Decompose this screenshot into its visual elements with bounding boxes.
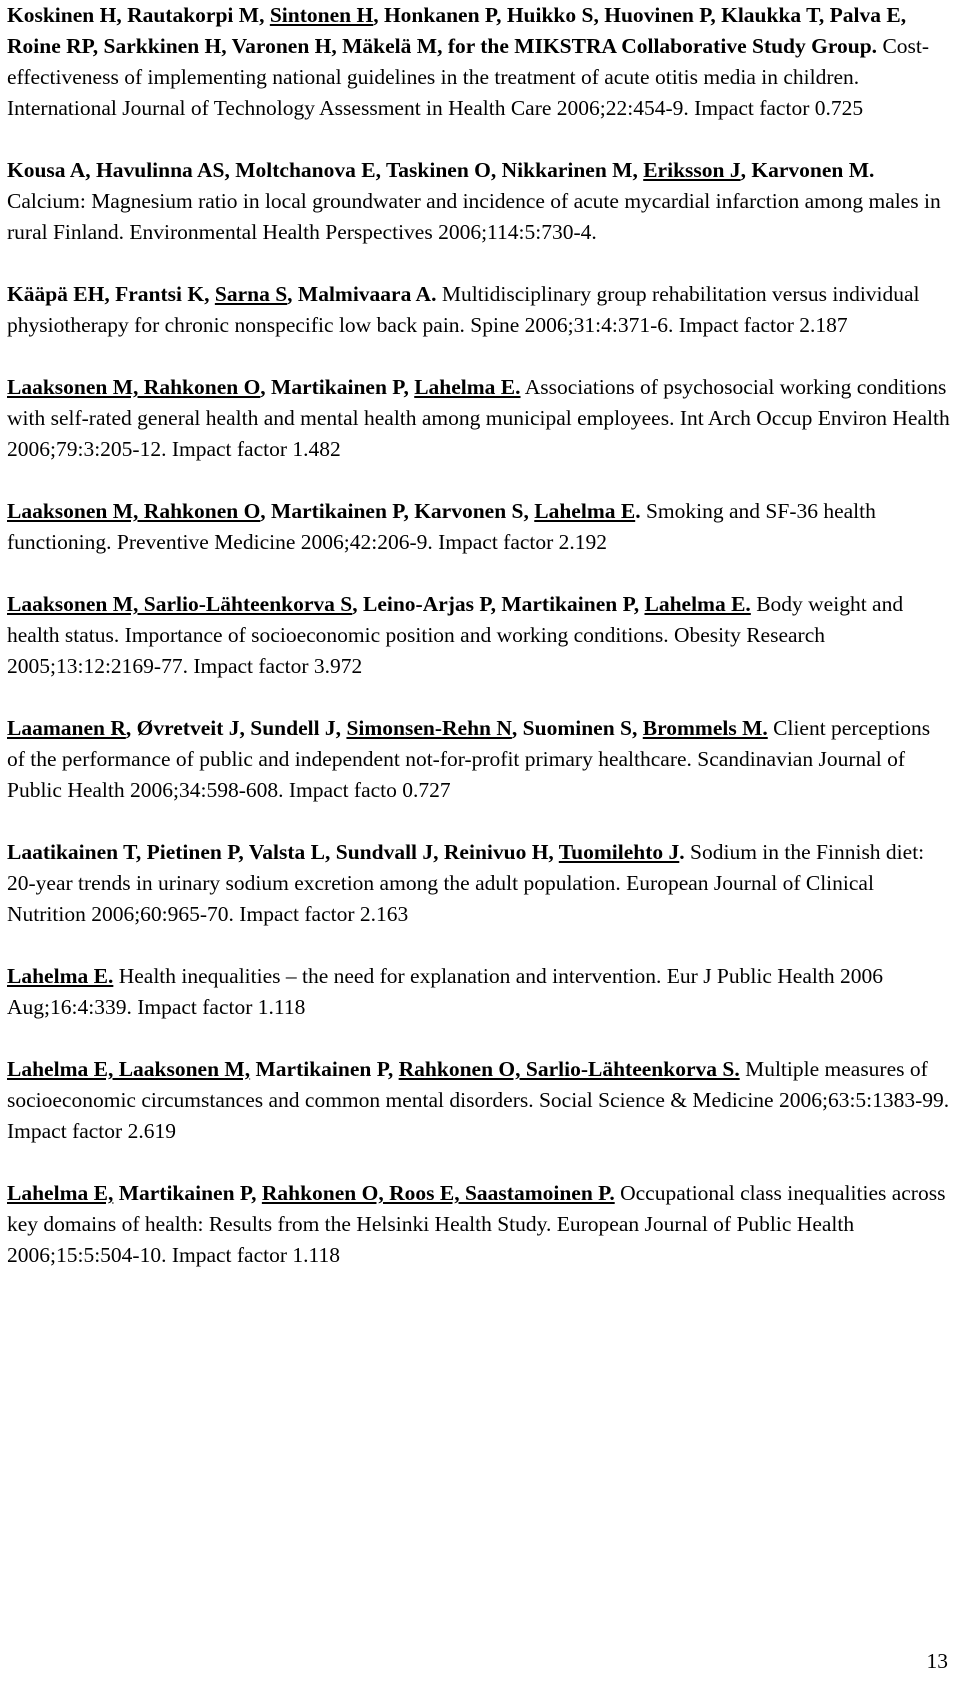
underlined-author: Rahkonen O, Roos E, Saastamoinen P. — [261, 1181, 615, 1205]
author-list: Kääpä EH, Frantsi K, — [7, 282, 215, 306]
author-list: , Suominen S, — [511, 716, 643, 740]
author-list: Martikainen P, — [113, 1181, 262, 1205]
citation-text: Associations of psychosocial working conditions with self-rated general health and mental health among municipal employees. Int Arch Occup Environ Health 2006;79:3:205-12. Impact factor 1.482 — [7, 375, 950, 461]
author-list: . — [679, 840, 685, 864]
reference-entry — [7, 713, 952, 806]
underlined-author: Laaksonen M, Sarlio-Lähteenkorva S — [7, 592, 353, 616]
underlined-author: Lahelma E. — [644, 592, 751, 616]
citation-text: Smoking and SF-36 health functioning. Preventive Medicine 2006;42:206-9. Impact factor 2.192 — [7, 499, 876, 554]
citation-text: Health inequalities – the need for explanation and intervention. Eur J Public Health 2006 Aug;16:4:339. Impact factor 1.118 — [7, 964, 883, 1019]
citation-text: Multiple measures of socioeconomic circumstances and common mental disorders. Social Science & Medicine 2006;63:5:1383-99. Impact factor 2.619 — [7, 1057, 950, 1143]
reference-list — [7, 0, 952, 1302]
reference-entry — [7, 961, 952, 1023]
author-list: Kousa A, Havulinna AS, Moltchanova E, Taskinen O, Nikkarinen M, — [7, 158, 644, 182]
reference-entry — [7, 837, 952, 930]
citation-text: Client perceptions of the performance of public and independent not-for-profit primary healthcare. Scandinavian Journal of Public Health 2006;34:598-608. Impact facto 0.727 — [7, 716, 931, 802]
underlined-author: Lahelma E. — [7, 964, 114, 988]
underlined-author: Laamanen R — [7, 716, 126, 740]
reference-entry — [7, 589, 952, 682]
reference-entry — [7, 279, 952, 341]
author-list: , Honkanen P, Huikko S, Huovinen P, Klaukka T, Palva E, Roine RP, Sarkkinen H, Varonen H, Mäkelä M, for the MIKSTRA Collaborative Study Group. — [7, 3, 907, 58]
citation-text: Occupational class inequalities across key domains of health: Results from the Helsinki Health Study. European Journal of Public Health 2006;15:5:504-10. Impact factor 1.118 — [7, 1181, 946, 1267]
underlined-author: Simonsen-Rehn N — [346, 716, 512, 740]
underlined-author: Lahelma E. — [414, 375, 521, 399]
underlined-author: Rahkonen O, Sarlio-Lähteenkorva S. — [398, 1057, 740, 1081]
author-list: , Øvretveit J, Sundell J, — [125, 716, 347, 740]
reference-entry — [7, 155, 952, 248]
underlined-author: Laaksonen M, Rahkonen O — [7, 375, 261, 399]
author-list: , Malmivaara A. — [287, 282, 437, 306]
author-list: Laatikainen T, Pietinen P, Valsta L, Sundvall J, Reinivuo H, — [7, 840, 559, 864]
underlined-author: Sintonen H — [269, 3, 374, 27]
citation-text: Sodium in the Finnish diet: 20-year trends in urinary sodium excretion among the adult population. European Journal of Clinical Nutrition 2006;60:965-70. Impact factor 2.163 — [7, 840, 925, 926]
author-list: , Martikainen P, Karvonen S, — [260, 499, 535, 523]
reference-entry — [7, 1054, 952, 1147]
author-list: , Martikainen P, — [260, 375, 415, 399]
author-list: Martikainen P, — [250, 1057, 399, 1081]
underlined-author: Tuomilehto J — [558, 840, 680, 864]
author-list: . — [635, 499, 641, 523]
reference-entry — [7, 0, 952, 124]
underlined-author: Brommels M. — [642, 716, 768, 740]
underlined-author: Lahelma E, — [7, 1181, 114, 1205]
underlined-author: Eriksson J — [643, 158, 741, 182]
citation-text: Calcium: Magnesium ratio in local groundwater and incidence of acute mycardial infarction among males in rural Finland. Environmental Health Perspectives 2006;114:5:730-4. — [7, 189, 941, 244]
underlined-author: Lahelma E, Laaksonen M, — [7, 1057, 251, 1081]
reference-entry — [7, 1178, 952, 1271]
reference-entry — [7, 496, 952, 558]
underlined-author: Lahelma E — [534, 499, 636, 523]
reference-entry — [7, 372, 952, 465]
underlined-author: Sarna S — [214, 282, 288, 306]
author-list: , Karvonen M. — [740, 158, 875, 182]
citation-text: Cost-effectiveness of implementing national guidelines in the treatment of acute otitis media in children. International Journal of Technology Assessment in Health Care 2006;22:454-9. Impact factor 0.725 — [7, 34, 930, 120]
author-list: Koskinen H, Rautakorpi M, — [7, 3, 270, 27]
citation-text: Body weight and health status. Importance of socioeconomic position and working conditions. Obesity Research 2005;13:12:2169-77. Impact factor 3.972 — [7, 592, 904, 678]
author-list: , Leino-Arjas P, Martikainen P, — [352, 592, 645, 616]
page-number: 13 — [926, 1649, 948, 1673]
citation-text: Multidisciplinary group rehabilitation versus individual physiotherapy for chronic nonspecific low back pain. Spine 2006;31:4:371-6. Impact factor 2.187 — [7, 282, 920, 337]
underlined-author: Laaksonen M, Rahkonen O — [7, 499, 261, 523]
